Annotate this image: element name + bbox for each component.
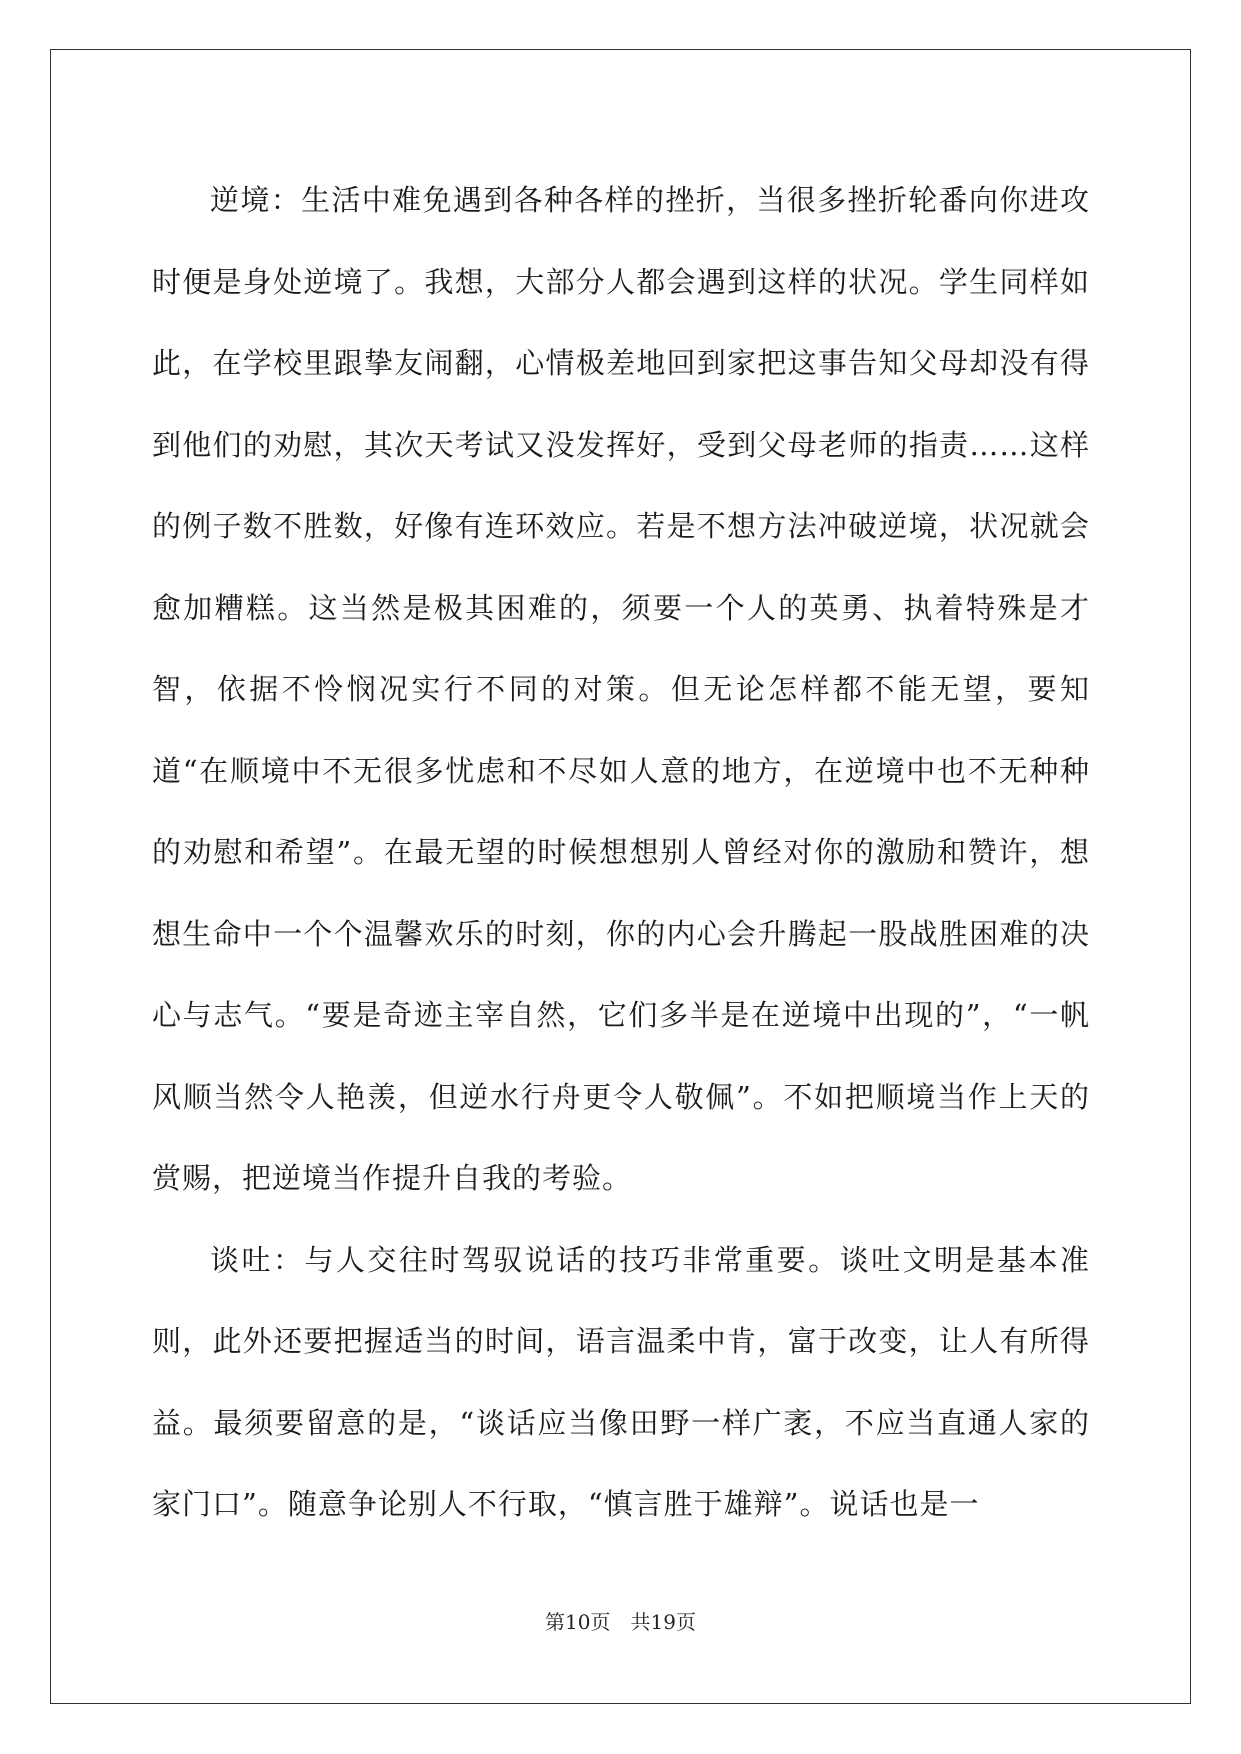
page-number: 第10页 共19页 bbox=[545, 1610, 696, 1634]
document-body bbox=[152, 160, 1090, 1546]
paragraph-adversity: 逆境：生活中难免遇到各种各样的挫折，当很多挫折轮番向你进攻时便是身处逆境了。我想，大部分人都会遇到这样的状况。学生同样如此，在学校里跟挚友闹翻，心情极差地回到家把这事告知父母却没有得到他们的劝慰，其次天考试又没发挥好，受到父母老师的指责……这样的例子数不胜数，好像有连环效应。若是不想方法冲破逆境，状况就会愈加糟糕。这当然是极其困难的，须要一个人的英勇、执着特殊是才智，依据不怜悯况实行不同的对策。但无论怎样都不能无望，要知道“在顺境中不无很多忧虑和不尽如人意的地方，在逆境中也不无种种的劝慰和希望”。在最无望的时候想想别人曾经对你的激励和赞许，想想生命中一个个温馨欢乐的时刻，你的内心会升腾起一股战胜困难的决心与志气。“要是奇迹主宰自然，它们多半是在逆境中出现的”，“一帆风顺当然令人艳羡，但逆水行舟更令人敬佩”。不如把顺境当作上天的赏赐，把逆境当作提升自我的考验。 bbox=[152, 183, 1090, 1195]
paragraph-conversation: 谈吐：与人交往时驾驭说话的技巧非常重要。谈吐文明是基本准则，此外还要把握适当的时间，语言温柔中肯，富于改变，让人有所得益。最须要留意的是，“谈话应当像田野一样广袤，不应当直通人家的家门口”。随意争论别人不行取，“慎言胜于雄辩”。说话也是一 bbox=[152, 1242, 1090, 1521]
page-footer bbox=[0, 1606, 1241, 1635]
